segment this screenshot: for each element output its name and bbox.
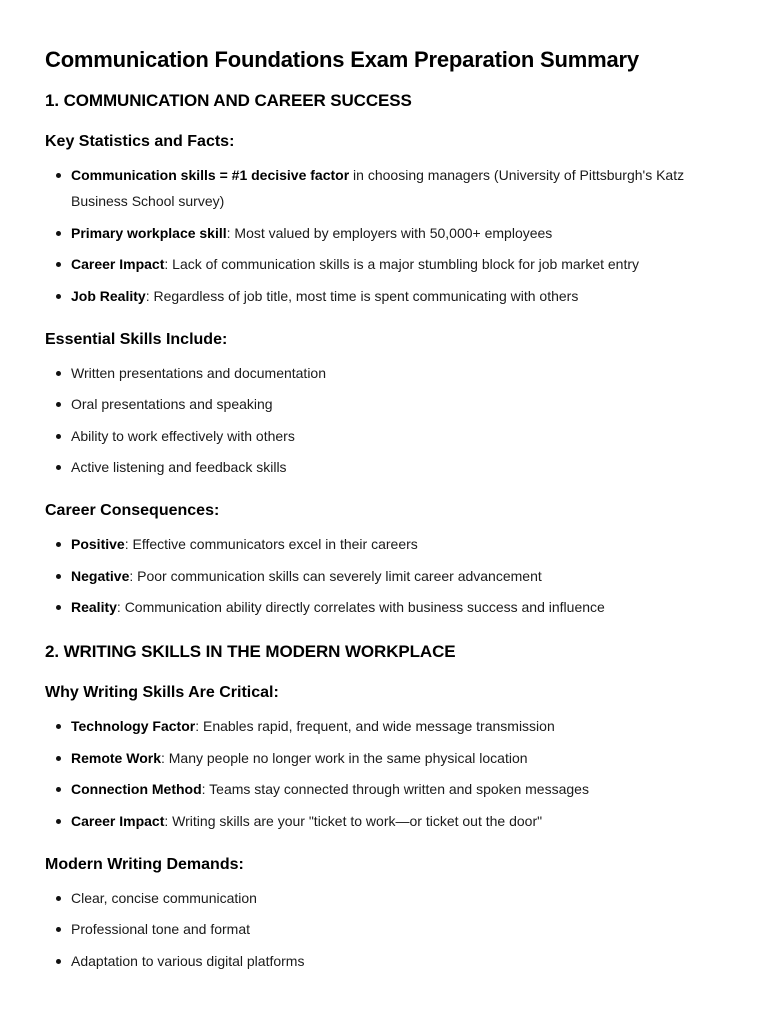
bullet-dot — [56, 959, 61, 964]
subsection-heading-career-consequences: Career Consequences: — [45, 502, 220, 519]
subsection-heading-key-statistics: Key Statistics and Facts: — [45, 133, 235, 150]
list-item-text: : Communication ability directly correlates with business success and influence — [116, 599, 605, 615]
list-item-text: Adaptation to various digital platforms — [71, 952, 305, 969]
bullet-dot — [56, 756, 61, 761]
list-item-term: Communication skills = #1 decisive factor — [71, 167, 350, 183]
list-item-text: in choosing managers (University of Pittsburgh's Katz Business School survey) — [71, 167, 685, 209]
bullet-dot — [56, 605, 61, 610]
list-item-term: Technology Factor — [71, 718, 196, 734]
list-item — [45, 251, 739, 277]
list-item — [45, 220, 739, 246]
bullet-dot — [56, 927, 61, 932]
subsection-heading-essential-skills: Essential Skills Include: — [45, 330, 228, 348]
list-item-text: : Teams stay connected through written and spoken messages — [201, 781, 589, 797]
list-item — [45, 162, 739, 214]
list-item-text: : Poor communication skills can severely limit career advancement — [129, 567, 542, 584]
career-consequences-list — [45, 531, 768, 620]
list-item-term: Positive — [71, 536, 125, 552]
list-item-term: Job Reality — [71, 287, 146, 304]
bullet-dot — [56, 542, 61, 547]
section-heading-2: 2. WRITING SKILLS IN THE MODERN WORKPLACE — [45, 642, 456, 661]
section-heading-1: 1. COMMUNICATION AND CAREER SUCCESS — [45, 91, 412, 110]
list-item — [45, 360, 739, 386]
list-item — [45, 391, 739, 417]
bullet-dot — [56, 896, 61, 901]
list-item — [45, 808, 739, 834]
why-writing-list — [45, 713, 768, 834]
list-item-text: : Lack of communication skills is a major stumbling block for job market entry — [164, 256, 640, 272]
list-item — [45, 454, 739, 480]
bullet-dot — [56, 787, 61, 792]
list-item-text: Ability to work effectively with others — [71, 427, 295, 444]
list-item-text: Professional tone and format — [71, 921, 250, 937]
list-item-text: : Most valued by employers with 50,000+ employees — [226, 224, 553, 241]
list-item — [45, 776, 739, 802]
bullet-dot — [56, 434, 61, 439]
list-item-term: Career Impact — [71, 812, 165, 829]
list-item — [45, 531, 739, 557]
document-title: Communication Foundations Exam Preparation Summary — [45, 47, 639, 72]
bullet-dot — [56, 819, 61, 824]
list-item-term: Reality — [71, 599, 117, 615]
list-item — [45, 283, 739, 309]
list-item-text: : Enables rapid, frequent, and wide message transmission — [195, 718, 555, 734]
list-item-term: Career Impact — [71, 256, 165, 272]
list-item-term: Negative — [71, 567, 130, 584]
list-item-text: Oral presentations and speaking — [71, 396, 273, 412]
list-item-term: Primary workplace skill — [71, 224, 227, 241]
list-item-text: : Many people no longer work in the same physical location — [160, 749, 528, 766]
list-item-term: Connection Method — [71, 781, 202, 797]
list-item-text: : Regardless of job title, most time is spent communicating with others — [145, 287, 579, 304]
list-item — [45, 713, 739, 739]
bullet-dot — [56, 262, 61, 267]
bullet-dot — [56, 173, 61, 178]
list-item — [45, 745, 739, 771]
list-item-text: : Effective communicators excel in their careers — [124, 536, 418, 552]
bullet-dot — [56, 574, 61, 579]
list-item — [45, 563, 739, 589]
bullet-dot — [56, 294, 61, 299]
list-item — [45, 885, 739, 911]
list-item-text: Active listening and feedback skills — [71, 459, 287, 475]
bullet-dot — [56, 231, 61, 236]
list-item — [45, 916, 739, 942]
subsection-heading-why-writing: Why Writing Skills Are Critical: — [45, 684, 279, 701]
bullet-dot — [56, 371, 61, 376]
bullet-dot — [56, 724, 61, 729]
bullet-dot — [56, 465, 61, 470]
key-statistics-list — [45, 162, 768, 309]
list-item — [45, 594, 739, 620]
list-item-text: : Writing skills are your "ticket to work—or ticket out the door" — [164, 812, 543, 829]
list-item — [45, 948, 739, 974]
modern-writing-list — [45, 885, 768, 974]
subsection-heading-modern-writing: Modern Writing Demands: — [45, 855, 244, 873]
list-item-term: Remote Work — [71, 749, 161, 766]
list-item-text: Written presentations and documentation — [71, 364, 327, 381]
bullet-dot — [56, 402, 61, 407]
essential-skills-list — [45, 360, 768, 481]
list-item-text: Clear, concise communication — [71, 889, 257, 906]
list-item — [45, 423, 739, 449]
